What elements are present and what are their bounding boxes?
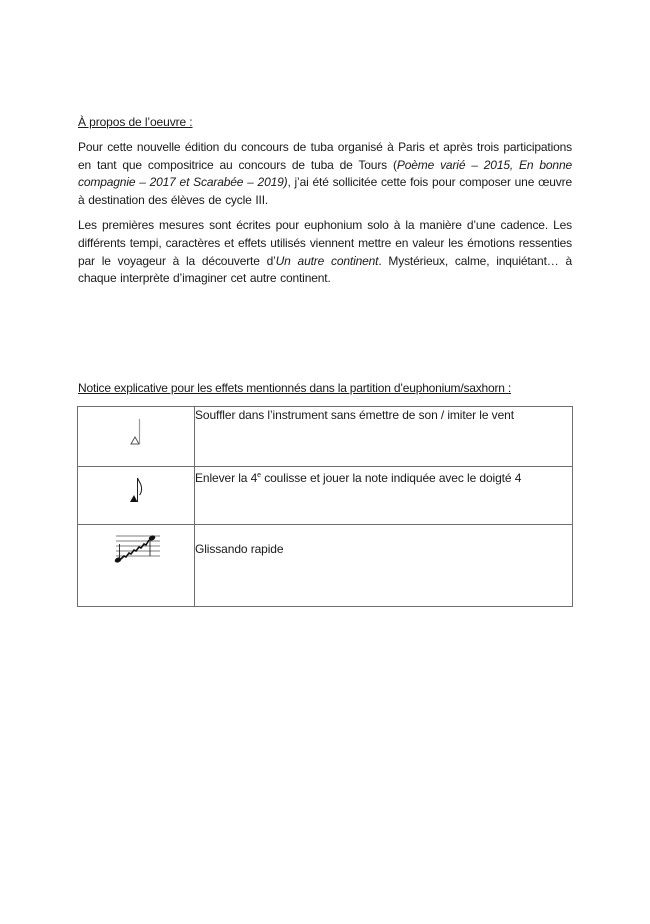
p2-text-b: . Mystérieux, calme, inquiétant… à chaque interprète d’imaginer cet autre continent. [78, 253, 572, 286]
description-cell: Enlever la 4e coulisse et jouer la note indiquée avec le doigté 4 [195, 467, 573, 525]
about-paragraph-2 [78, 217, 572, 287]
about-section [78, 114, 572, 296]
table-row [78, 407, 573, 467]
about-heading: À propos de l’oeuvre : [78, 115, 193, 129]
table-row [78, 525, 573, 607]
p2-text-a: Les premières mesures sont écrites pour euphonium solo à la manière d’une cadence. Les différents tempi, caractères et effets utilisés viennent mettre en valeur les émotions ressenties par le voyageur à la découverte d’ [78, 218, 572, 268]
p1-text-b: , j’ai été sollicitée cette fois pour composer une œuvre à destination des élèves de cycle III. [78, 175, 573, 207]
effects-table [77, 406, 573, 607]
description-cell: Souffler dans l’instrument sans émettre de son / imiter le vent [195, 407, 573, 467]
symbol-cell [78, 407, 195, 467]
hollow-triangle-notehead-icon [126, 417, 146, 449]
p2-work-title: Un autre continent [275, 253, 379, 268]
description-cell: Glissando rapide [195, 525, 573, 607]
p1-text-a: Pour cette nouvelle édition du concours de tuba organisé à Paris et après trois participations en tant que compositrice au concours de tuba de Tours ( [78, 140, 572, 172]
symbol-cell [78, 525, 195, 607]
glissando-staff-icon [110, 530, 162, 564]
notice-title: Notice explicative pour les effets mentionnés dans la partition d’euphonium/saxhorn : [78, 381, 512, 395]
p1-works-list: Poème varié – 2015, En bonne compagnie – 2017 et Scarabée – 2019) [78, 157, 572, 190]
filled-triangle-eighth-note-icon [125, 475, 147, 507]
table-row [78, 467, 573, 525]
symbol-cell [78, 467, 195, 525]
about-paragraph-1 [78, 139, 572, 209]
